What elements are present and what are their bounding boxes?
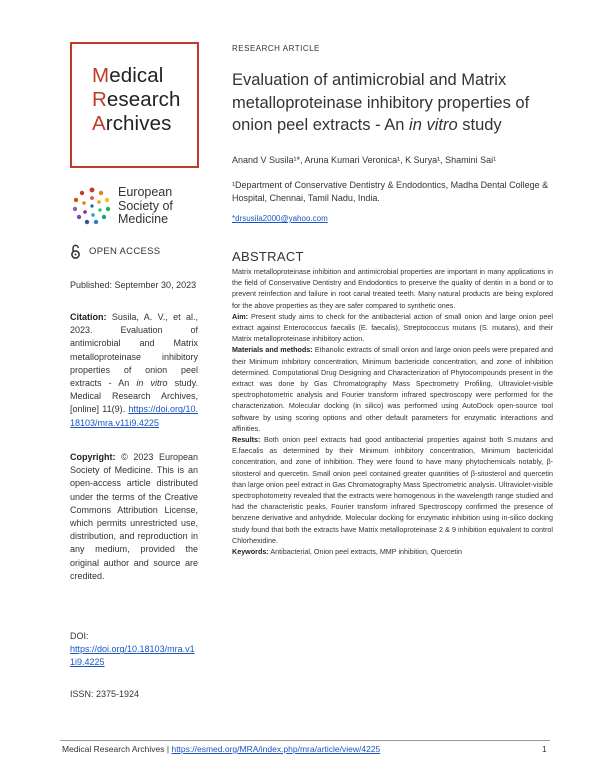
affiliation: ¹Department of Conservative Dentistry & Endodontics, Madha Dental College & Hospital, Chennai, Tamil Nadu, India.: [232, 180, 549, 203]
doi-label: DOI:: [70, 631, 89, 641]
citation-block: Citation: Susila, A. V., et al., 2023. Evaluation of antimicrobial and Matrix metalloproteinase inhibitory properties of onion peel extracts - An in vitro study. Medical Research Archives, [online] 11(9). https://doi.org/10.18103/mra.v11i9.4225: [70, 312, 198, 428]
journal-name-line: Medical: [92, 64, 164, 87]
abstract-keywords: Keywords: Antibacterial, Onion peel extracts, MMP inhibition, Quercetin: [232, 547, 462, 557]
open-access-badge: [70, 244, 160, 259]
abstract-methods: Materials and methods: Ethanolic extracts of small onion and large onion peels were prepared and their Minimum inhibitory concentration, Minimum bactericide concentration, and zone of inhibition determined. Computational Drug Designing and Characterization of Phytocompounds present in the extract was done by Gas Chromatography Mass Spectrometry Profiling, Ultraviolet-visible spectrophotometric analysis and Fourier transform infrared spectroscopy were performed for the characterization. Molecular docking (in silico) was performed using AutoDock open-source tool software by using scoring options and other default parameters for enzymatic interactions and affinities.: [232, 345, 554, 433]
citation-doi-link[interactable]: https://doi.org/10.18103/mra.v11i9.4225: [70, 404, 198, 428]
abstract-body: [232, 266, 553, 557]
copyright-block: Copyright: © 2023 European Society of Medicine. This is an open-access article distributed under the terms of the Creative Commons Attribution License, which permits unrestricted use, distribution, and reproduction in any medium, provided the original author and source are credited.: [70, 452, 198, 581]
page-number: 1: [542, 744, 547, 754]
published-date: Published: September 30, 2023: [70, 280, 197, 290]
doi-link[interactable]: https://doi.org/10.18103/mra.v11i9.4225: [70, 644, 195, 668]
footer: Medical Research Archives | https://esmed.org/MRA/index.php/mra/article/view/4225: [62, 744, 381, 754]
journal-logo-box: [70, 42, 199, 168]
abstract-aim: Aim: Present study aims to check for the antibacterial action of small onion and large onion peel extract against Enterococcus faecalis (E. faecalis), Streptococcus mutans (S. mutans), and their Matrix metalloproteinase inhibitory action.: [232, 311, 554, 344]
abstract-results: Results: Both onion peel extracts had good antibacterial properties against both S.mutans and E.faecalis as determined by their Minimum inhibitory concentration, Minimum bactericidal concentration, and zone of inhibition. They were found to have many phytochemicals notably, β-sitosterol and quercetin. Small onion peel contained greater quantities of β-sitosterol and quercetin than large onion peel extract in Gas Chromatography Mass Spectrometric analysis. Ultraviolet-visible spectrophotometry revealed that the extracts were homogenous in the wavelength range studied and had the characteristic peaks. Fourier transform infrared Spectroscopy confirmed the presence of benzene derivative and anhydride. Molecular docking for enzymatic inhibition using in-silico docking study found that both the extracts have Matrix metalloproteinase 2 & 9 inhibition equivalent to control Chlorhexidine.: [232, 435, 553, 545]
journal-name-line: Archives: [92, 112, 172, 135]
abstract-intro: Matrix metalloproteinase inhibition and antimicrobial properties are important in many applications in the field of Conservative Dentistry and Endodontics to preserve the quality of dentin in a bond or to prevent reinfection and failure in root canal treated teeth. Many natural products are being explored for the above properties as they are safer compared to synthetic ones.: [232, 267, 553, 310]
footer-divider: [60, 740, 550, 741]
open-access-label: OPEN ACCESS: [89, 246, 161, 257]
open-lock-icon: [70, 244, 81, 259]
article-type: RESEARCH ARTICLE: [232, 44, 320, 53]
article-title: Evaluation of antimicrobial and Matrix metalloproteinase inhibitory properties of onion peel extracts - An in vitro study: [232, 71, 530, 134]
abstract-heading: ABSTRACT: [232, 249, 304, 264]
issn: ISSN: 2375-1924: [70, 689, 140, 699]
footer-article-link[interactable]: https://esmed.org/MRA/index.php/mra/article/view/4225: [171, 744, 381, 754]
corresponding-email-link[interactable]: *drsusila2000@yahoo.com: [232, 214, 328, 223]
journal-name-line: Research: [92, 88, 181, 111]
authors: Anand V Susila¹*, Aruna Kumari Veronica¹, K Surya¹, Shamini Sai¹: [232, 155, 497, 165]
doi-block: [70, 630, 198, 670]
society-name: European Society of Medicine: [118, 185, 173, 226]
society-logo-icon: [70, 184, 114, 228]
